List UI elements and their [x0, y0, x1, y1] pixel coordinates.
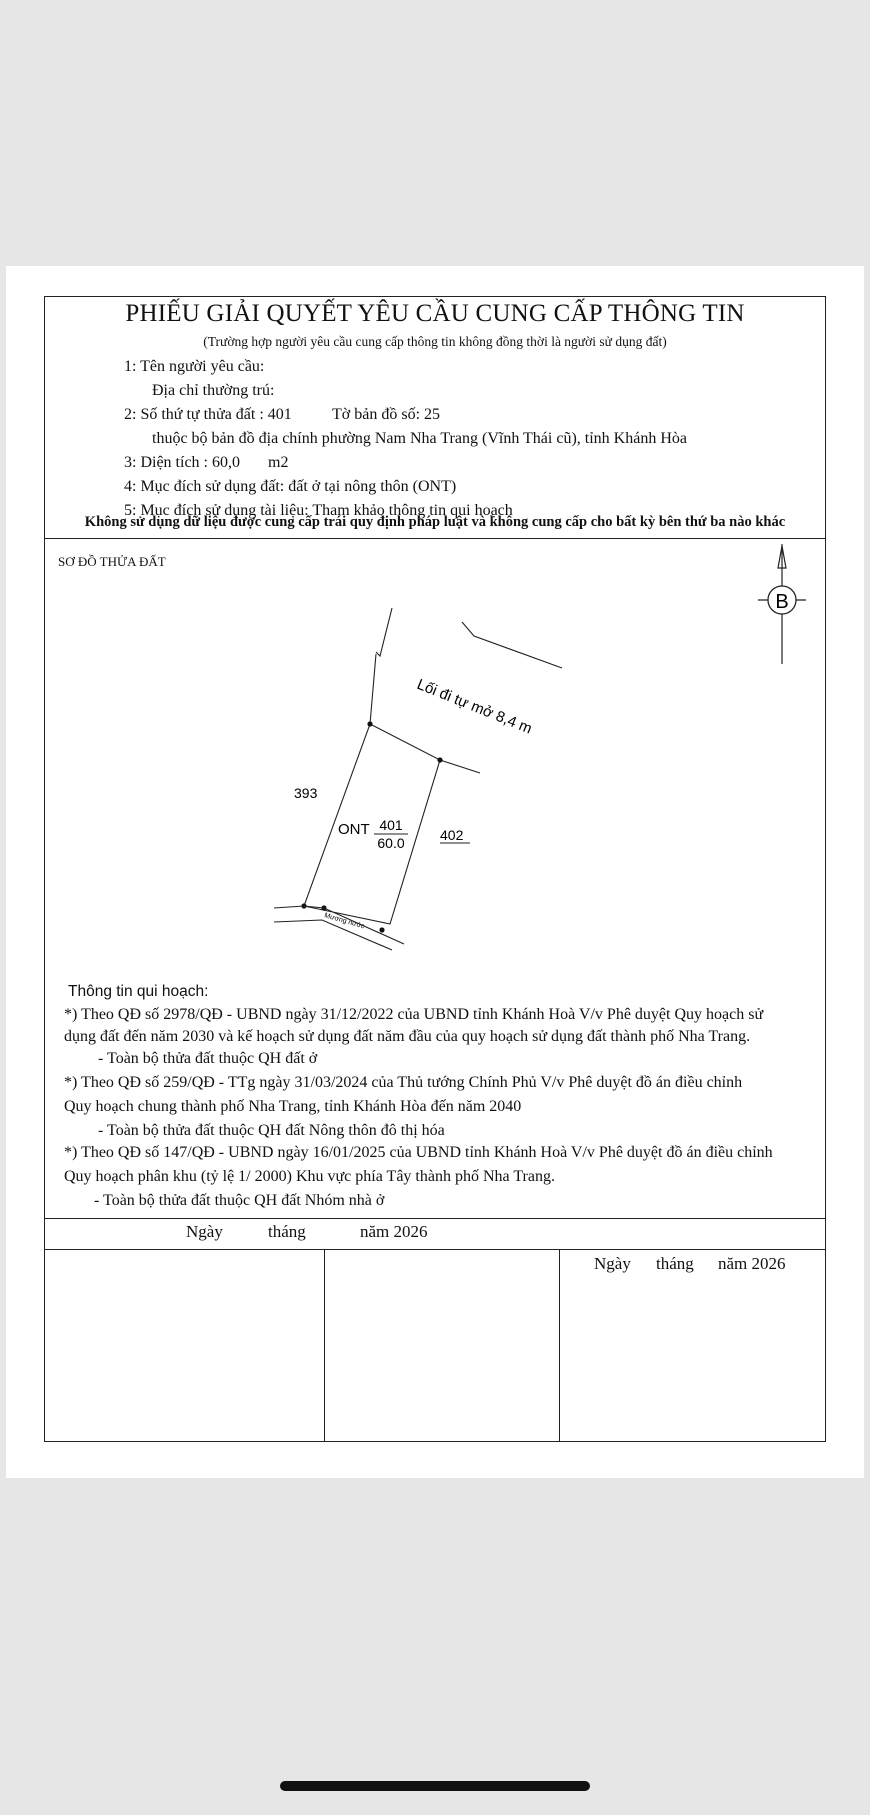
right-sign-year: năm 2026	[718, 1254, 786, 1273]
canal-edge-top	[274, 906, 404, 944]
parcel-area-label: 60.0	[377, 835, 405, 851]
parcel-402-label: 402	[440, 827, 464, 843]
road-label: Lối đi tự mở 8,4 m	[414, 675, 535, 738]
parcel-area: 3: Diện tích : 60,0	[124, 454, 240, 471]
planning-line: - Toàn bộ thửa đất thuộc QH đất Nhóm nhà ở	[94, 1192, 385, 1209]
planning-line: - Toàn bộ thửa đất thuộc QH đất ở	[98, 1050, 318, 1067]
land-use-purpose: 4: Mục đích sử dụng đất: đất ở tại nông thôn (ONT)	[124, 478, 457, 495]
planning-line: dụng đất đến năm 2030 và kế hoạch sử dụng đất năm đầu của quy hoạch sử dụng đất thành phố Nha Trang.	[64, 1028, 751, 1045]
right-sign-month: tháng	[656, 1254, 694, 1273]
planning-line: - Toàn bộ thửa đất thuộc QH đất Nông thôn đô thị hóa	[98, 1122, 445, 1139]
road-edge-left	[376, 608, 392, 656]
document-subtitle: (Trường hợp người yêu cầu cung cấp thông tin không đồng thời là người sử dụng đất)	[203, 334, 667, 349]
left-sign-day: Ngày	[186, 1222, 223, 1241]
right-sign-day: Ngày	[594, 1254, 631, 1273]
planning-heading: Thông tin qui hoạch:	[68, 983, 209, 1000]
signature-column-divider	[559, 1249, 560, 1442]
map-set-location: thuộc bộ bản đồ địa chính phường Nam Nha Trang (Vĩnh Thái cũ), tỉnh Khánh Hòa	[152, 430, 687, 447]
planning-line: Quy hoạch phân khu (tỷ lệ 1/ 2000) Khu vực phía Tây thành phố Nha Trang.	[64, 1168, 555, 1185]
signature-top-divider	[44, 1218, 826, 1219]
land-code-label: ONT	[338, 821, 370, 838]
neighbor-boundary-right	[440, 760, 480, 773]
map-sheet-number: Tờ bản đồ số: 25	[332, 406, 441, 423]
parcel-393-label: 393	[294, 785, 318, 801]
planning-line: *) Theo QĐ số 2978/QĐ - UBND ngày 31/12/2022 của UBND tỉnh Khánh Hoà V/v Phê duyệt Quy hoạch sử	[64, 1006, 764, 1023]
home-indicator[interactable]	[280, 1781, 590, 1791]
canal-edge-bottom	[274, 920, 392, 950]
north-letter: B	[775, 591, 789, 613]
left-sign-year: năm 2026	[360, 1222, 428, 1241]
parcel-number: 2: Số thứ tự thửa đất : 401	[124, 406, 292, 423]
left-sign-month: tháng	[268, 1222, 306, 1241]
parcel-401-label: 401	[379, 817, 403, 833]
planning-line: Quy hoạch chung thành phố Nha Trang, tỉnh Khánh Hòa đến năm 2040	[64, 1098, 522, 1115]
document-use-purpose: 5: Mục đích sử dụng tài liệu: Tham khảo thông tin qui hoạch	[124, 502, 513, 519]
requester-address: Địa chỉ thường trú:	[152, 382, 275, 399]
road-edge-right	[462, 622, 562, 668]
document-title: PHIẾU GIẢI QUYẾT YÊU CẦU CUNG CẤP THÔNG TIN	[125, 300, 745, 327]
parcel-diagram	[6, 266, 864, 1478]
parcel-area-unit: m2	[268, 454, 289, 471]
diagram-section-label: SƠ ĐỒ THỬA ĐẤT	[58, 554, 166, 569]
parcel-401-outline	[304, 724, 440, 924]
canal-label: Mương nước	[323, 912, 366, 931]
document-sheet	[6, 266, 864, 1478]
planning-line: *) Theo QĐ số 259/QĐ - TTg ngày 31/03/2024 của Thủ tướng Chính Phủ V/v Phê duyệt đồ án điều chỉnh	[64, 1074, 743, 1091]
usage-warning: Không sử dụng dữ liệu được cung cấp trái quy định pháp luật và không cung cấp cho bất kỳ bên thứ ba nào khác	[84, 514, 786, 530]
planning-line: *) Theo QĐ số 147/QĐ - UBND ngày 16/01/2025 của UBND tỉnh Khánh Hoà V/v Phê duyệt đồ án điều chỉnh	[64, 1144, 773, 1161]
neighbor-boundary-left	[370, 654, 376, 724]
signature-column-divider	[324, 1249, 325, 1442]
requester-name: 1: Tên người yêu cầu:	[124, 358, 265, 375]
signature-header-divider	[44, 1249, 826, 1250]
